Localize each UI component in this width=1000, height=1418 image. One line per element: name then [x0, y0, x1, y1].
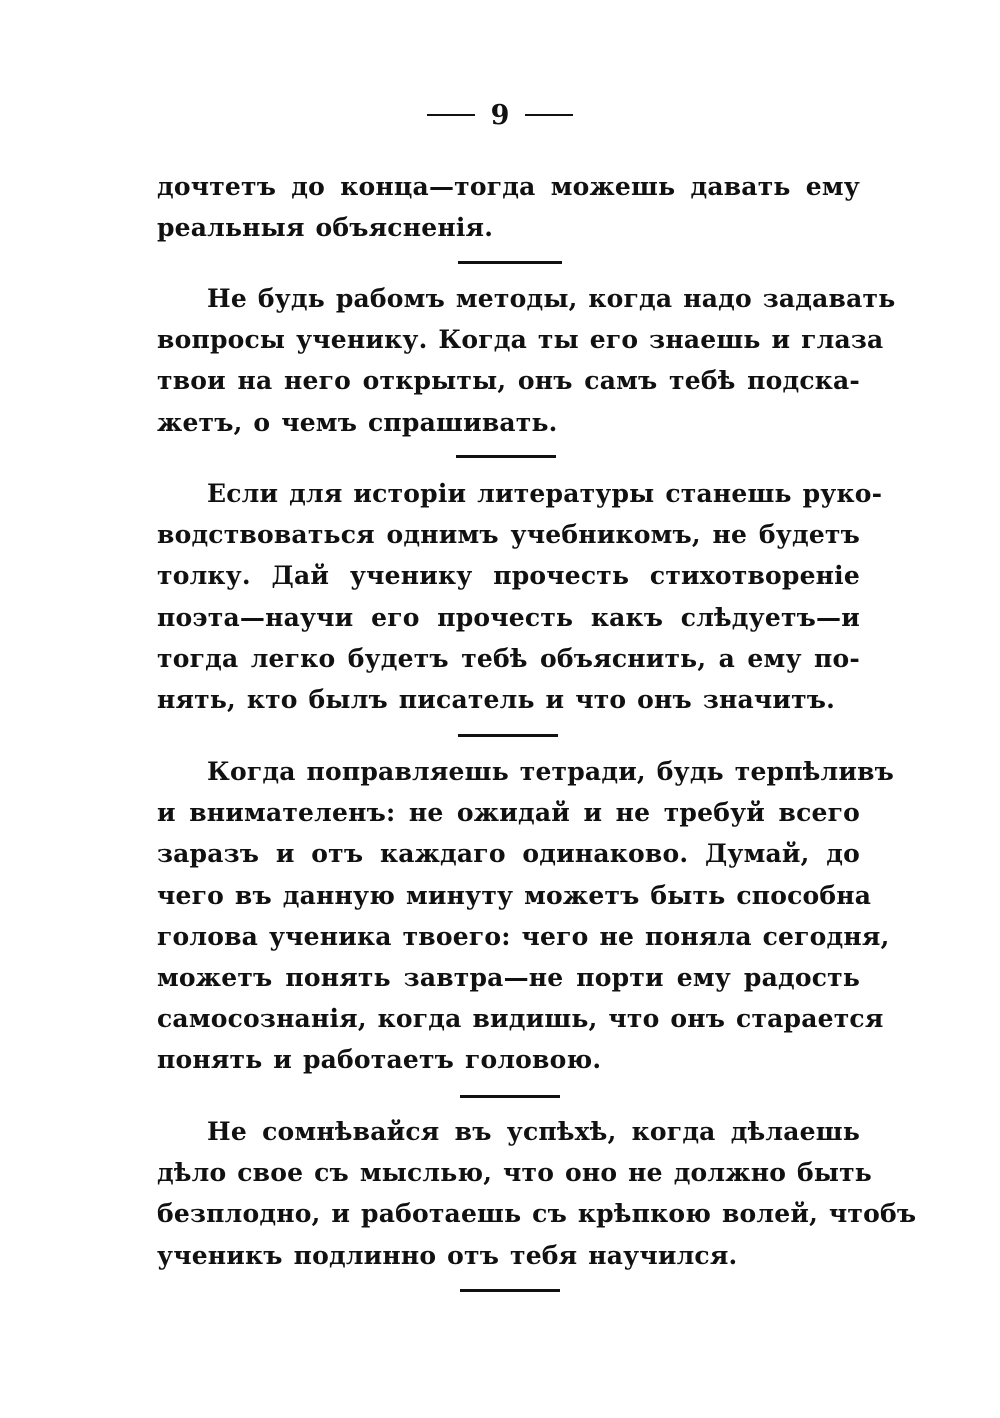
text-line: можетъ понять завтра—не порти ему радость — [157, 963, 860, 993]
section-divider — [460, 1095, 560, 1098]
text-line: дѣло свое съ мыслью, что оно не должно быть — [157, 1158, 872, 1188]
text-line: Если для исторіи литературы станешь руко- — [207, 479, 883, 508]
text-line: толку. Дай ученику прочесть стихотвореніе — [157, 561, 860, 591]
paragraph-3 — [157, 473, 883, 720]
header-dash-left — [427, 114, 475, 116]
text-line: водствоваться однимъ учебникомъ, не будетъ — [157, 520, 860, 550]
header-dash-right — [525, 114, 573, 116]
paragraph-2 — [157, 278, 896, 443]
text-line: Не будь рабомъ методы, когда надо задавать — [207, 284, 896, 313]
text-line: тогда легко будетъ тебѣ объяснить, а ему по- — [157, 643, 860, 673]
text-line: самосознанія, когда видишь, что онъ старается — [157, 1004, 884, 1034]
section-divider — [458, 734, 558, 737]
text-line: Не сомнѣвайся въ успѣхѣ, когда дѣлаешь — [207, 1117, 860, 1146]
text-line: заразъ и отъ каждаго одинаково. Думай, до — [157, 839, 860, 869]
text-line: понять и работаетъ головою. — [157, 1045, 602, 1075]
text-line: и внимателенъ: не ожидай и не требуй всего — [157, 798, 860, 828]
text-line: безплодно, и работаешь съ крѣпкою волей, чтобъ — [157, 1199, 917, 1229]
page-header — [0, 96, 1000, 136]
text-line: вопросы ученику. Когда ты его знаешь и глаза — [157, 325, 884, 355]
text-line: жетъ, о чемъ спрашивать. — [157, 407, 558, 437]
page-number: 9 — [490, 100, 510, 131]
text-line: голова ученика твоего: чего не поняла сегодня, — [157, 921, 890, 951]
text-line: ученикъ подлинно отъ тебя научился. — [157, 1240, 738, 1270]
text-line: твои на него открыты, онъ самъ тебѣ подска- — [157, 366, 860, 396]
text-line: дочтетъ до конца—тогда можешь давать ему — [157, 172, 860, 201]
paragraph-5 — [157, 1111, 917, 1276]
text-line: реальныя объясненія. — [157, 213, 494, 243]
paragraph-4 — [157, 751, 895, 1081]
section-divider — [460, 1289, 560, 1292]
paragraph-1 — [157, 166, 860, 248]
text-line: чего въ данную минуту можетъ быть способна — [157, 880, 872, 910]
text-line: Когда поправляешь тетради, будь терпѣливъ — [207, 757, 895, 786]
text-line: поэта—научи его прочесть какъ слѣдуетъ—и — [157, 602, 860, 632]
section-divider — [458, 261, 562, 264]
text-line: нять, кто былъ писатель и что онъ значитъ. — [157, 685, 836, 715]
section-divider — [456, 455, 556, 458]
